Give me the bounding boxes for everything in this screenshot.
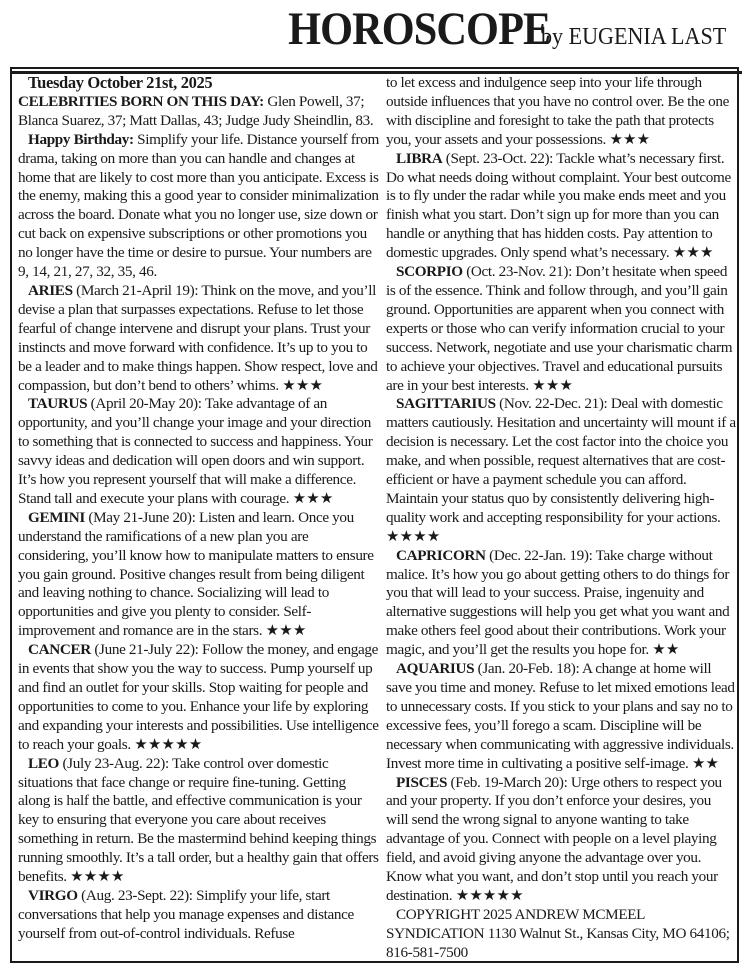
sign-dates: (March 21-April 19): — [72, 281, 199, 299]
celebrities — [18, 93, 380, 131]
birthday-text: Simplify your life. Distance yourself from drama, taking on more than you can handle and changes at home that are likely to cost more than you anticipate. Excess is the enemy, making this a good year to consider minimalization across the board. Donate what you no longer use, size down or cut back on expensive subscriptions or other promotions you no longer have the time or desire to pursue. Your numbers are 9, 14, 21, 27, 32, 35, 46. — [18, 130, 379, 281]
sign-dates: (Jan. 20-Feb. 18): — [474, 660, 580, 678]
sign-text: Deal with domestic matters cautiously. Hesitation and uncertainty will mount if a decision is necessary. Let the cost factor into the choice you make, and when possible, request alternatives that are cost-efficient or have a payment schedule you can afford. Maintain your status quo by consistently delivering high-quality work and accepting responsibility for your actions. — [386, 395, 736, 526]
sign-gemini — [18, 509, 380, 641]
star-rating: ★★★ — [292, 489, 334, 507]
sign-dates: (Feb. 19-March 20): — [447, 773, 568, 791]
star-rating: ★★ — [691, 754, 720, 772]
sign-text: to let excess and indulgence seep into your life through outside influences that you have no control over. Be the one with discipline and foresight to take the path that protects you, your assets and your possessions. — [386, 74, 729, 148]
sign-name: TAURUS — [28, 395, 88, 413]
copyright: COPYRIGHT 2025 ANDREW MCMEEL SYNDICATION 1130 Walnut St., Kansas City, MO 64106; 816-581-7500 — [386, 905, 730, 961]
sign-name: SAGITTARIUS — [396, 395, 496, 413]
sign-pisces — [386, 774, 736, 906]
sign-virgo — [18, 887, 380, 944]
sign-name: LEO — [28, 754, 60, 772]
date: Tuesday October 21st, 2025 — [28, 73, 213, 92]
star-rating: ★★★ — [282, 376, 324, 394]
sign-dates: (July 23-Aug. 22): — [59, 754, 169, 772]
sign-text: Listen and learn. Once you understand the ramifications of a new plan you are considering, you’ll know how to manipulate matters to ensure you gain ground. Positive changes result from being diligent and leaving nothing to chance. Socializing will lead to opportunities and give you plenty to consider. Self-improvement and romance are in the stars. — [18, 508, 374, 640]
star-rating: ★★★★★ — [134, 735, 203, 753]
sign-text: Urge others to respect you and your property. If you don’t enforce your desires, you will send the wrong signal to anyone wanting to take advantage of you. Connect with people on a level playing field, and avoid giving anyone the advantage over you. Know what you want, and don’t stop until you reach your destination. — [386, 773, 722, 904]
sign-text: A change at home will save you time and money. Refuse to let mixed emotions lead to unnecessary costs. If you stick to your plans and say no to excessive fees, you’ll forego a scam. Discipline will be necessary when communicating with aggressive individuals. Invest more time in cultivating a positive self-image. — [386, 660, 735, 772]
sign-text: Take advantage of an opportunity, and you’ll change your image and your direction to something that is connected to success and happiness. Your savvy ideas and dedication will open doors and win support. It’s how you represent yourself that will make a difference. Stand tall and execute your plans with courage. — [18, 395, 373, 507]
sign-text: Simplify your life, start conversations that help you manage expenses and distance yourself from out-of-control individuals. Refuse — [18, 886, 354, 942]
masthead — [259, 2, 742, 56]
sign-dates: (Aug. 23-Sept. 22): — [77, 886, 193, 904]
sign-aries — [18, 282, 380, 395]
celebrities-label: CELEBRITIES BORN ON THIS DAY: — [18, 92, 264, 110]
sign-name: GEMINI — [28, 508, 85, 526]
sign-text: Take charge without malice. It’s how you go about getting others to do things for you that will lead to your success. Praise, ingenuity and alternative suggestions will help you get what you want and make others feel good about their contributions. Work your magic, and you’ll get the results you hope for. — [386, 546, 730, 659]
sign-text: Don’t hesitate when speed is of the essence. Think and follow through, and you’ll gain ground. Opportunities are apparent when you connect with experts or those who can verify information crucial to your success. Network, negotiate and use your charismatic charm to achieve your objectives. Travel and educational pursuits are in your best interests. — [386, 263, 733, 394]
star-rating: ★★★ — [672, 244, 714, 262]
sign-dates: (Oct. 23-Nov. 21): — [462, 263, 572, 281]
sign-text: Follow the money, and engage in events that show you the way to success. Pump yourself up and find an outlet for your skills. Stop waiting for people and opportunities to come to you. Enhance your life by exploring and expanding your interests and possibilities. Use intelligence to reach your goals. — [18, 641, 379, 753]
sign-dates: (Sept. 23-Oct. 22): — [442, 149, 554, 167]
star-rating: ★★★★★ — [455, 886, 524, 904]
sign-cancer — [18, 641, 380, 754]
byline: by EUGENIA LAST — [540, 24, 726, 50]
sign-dates: (May 21-June 20): — [84, 508, 196, 526]
star-rating: ★★ — [652, 641, 680, 659]
sign-leo — [18, 755, 380, 887]
sign-name: SCORPIO — [396, 263, 463, 281]
sign-scorpio — [386, 263, 736, 395]
star-rating: ★★★ — [532, 376, 574, 394]
birthday — [18, 131, 380, 282]
sign-text: Tackle what’s necessary first. Do what needs doing without complaint. Your best outcome is to fly under the radar while you make ends meet and you finish what you start. Don’t sign up for more than you can handle or anything that has hidden costs. Pay attention to domestic upgrades. Only spend what’s necessary. — [386, 149, 731, 262]
sign-text: Think on the move, and you’ll devise a plan that surpasses expectations. Refuse to let those fearful of change intervene and disrupt your plans. Trust your instincts and move forward with confidence. It’s up to you to be a leader and to make things happen. Show respect, love and compassion, but don’t bend to others’ whims. — [18, 281, 378, 394]
sign-name: CANCER — [28, 641, 91, 659]
sign-name: CAPRICORN — [396, 546, 486, 564]
sign-name: VIRGO — [28, 886, 78, 904]
sign-capricorn — [386, 547, 736, 660]
star-rating: ★★★ — [265, 622, 307, 640]
right-column — [386, 74, 736, 963]
sign-dates: (June 21-July 22): — [90, 641, 199, 659]
sign-name: ARIES — [28, 281, 73, 299]
star-rating: ★★★★ — [70, 868, 125, 886]
sign-name: LIBRA — [396, 149, 443, 167]
celebrities-text: Glen Powell, 37; Blanca Suarez, 37; Matt Dallas, 43; Judge Judy Sheindlin, 83. — [18, 92, 374, 129]
page-title: HOROSCOPE — [288, 3, 551, 55]
sign-name: AQUARIUS — [396, 660, 475, 678]
sign-dates: (April 20-May 20): — [87, 395, 202, 413]
sign-dates: (Dec. 22-Jan. 19): — [485, 546, 593, 564]
star-rating: ★★★★ — [386, 527, 441, 545]
sign-libra — [386, 150, 736, 263]
left-column — [18, 74, 380, 944]
sign-text: Take control over domestic situations that face change or require fine-tuning. Getting along is half the battle, and effective communication is your key to ensuring that everyone you care about receives something in return. Be the mastermind behind keeping things running smoothly. It’s a tall order, but a healthy gain that offers benefits. — [18, 754, 379, 886]
sign-aquarius — [386, 660, 736, 773]
sign-dates: (Nov. 22-Dec. 21): — [495, 395, 608, 413]
star-rating: ★★★ — [609, 130, 651, 148]
sign-taurus — [18, 395, 380, 508]
horoscope-box — [10, 67, 739, 963]
birthday-label: Happy Birthday: — [28, 130, 134, 148]
sign-name: PISCES — [396, 773, 448, 791]
sign-virgo-continued — [386, 74, 736, 150]
sign-sagittarius — [386, 395, 736, 546]
